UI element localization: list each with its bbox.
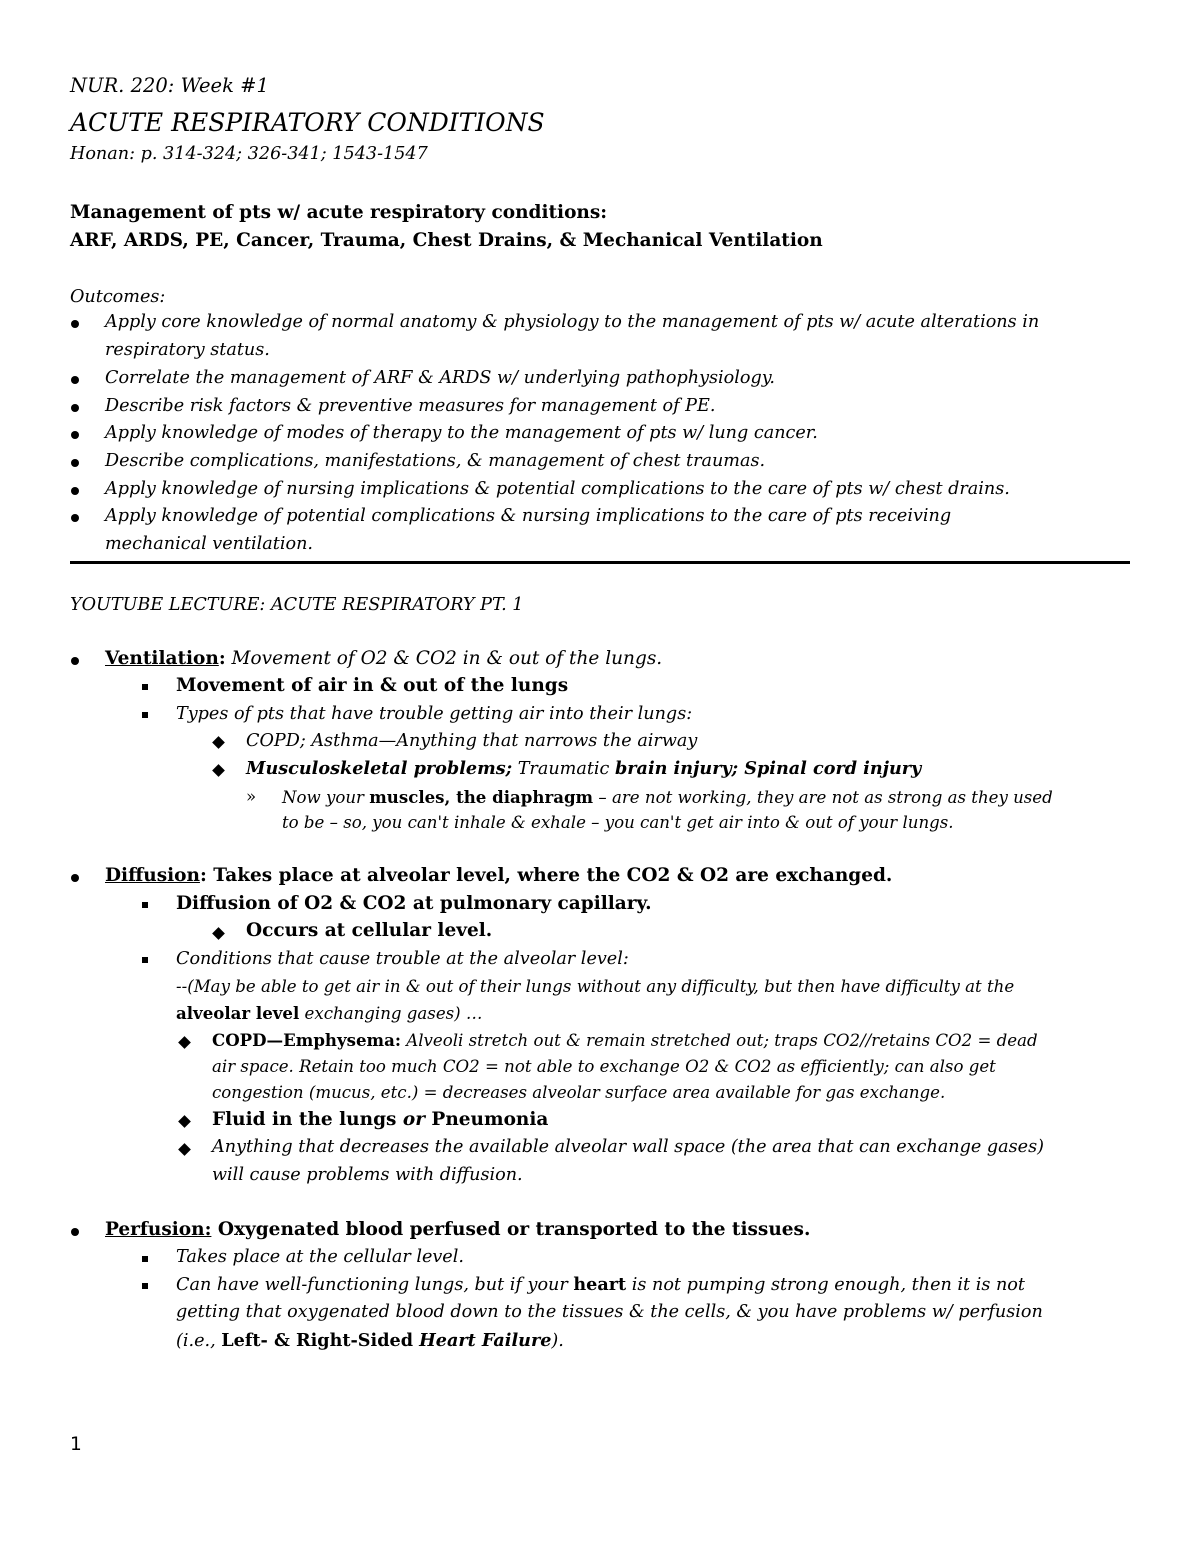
reading-reference: Honan: p. 314-324; 326-341; 1543-1547 <box>70 144 428 164</box>
text-segment: brain injury; Spinal cord injury <box>614 758 922 779</box>
diffusion-point: Diffusion of O2 & CO2 at pulmonary capillary. <box>176 893 652 914</box>
bullet-icon <box>71 657 79 665</box>
diffusion-point: Conditions that cause trouble at the alveolar level: <box>176 949 629 969</box>
bullet-icon <box>71 320 79 328</box>
management-heading: Management of pts w/ acute respiratory conditions: <box>70 202 608 223</box>
diffusion-note-continued <box>176 1005 483 1023</box>
perfusion-point <box>176 1276 1025 1295</box>
outcome-item: Correlate the management of ARF & ARDS w/ underlying pathophysiology. <box>105 368 775 388</box>
diamond-bullet-icon <box>180 1038 189 1047</box>
diamond-bullet-icon <box>180 1145 189 1154</box>
text-segment: Alveoli stretch out & remain stretched out; traps CO2//retains CO2 = dead <box>400 1031 1038 1050</box>
lecture-heading: YOUTUBE LECTURE: ACUTE RESPIRATORY PT. 1 <box>70 595 524 615</box>
ventilation-example <box>246 760 921 779</box>
colon: : <box>218 648 226 669</box>
square-bullet-icon <box>142 1256 148 1262</box>
outcome-item: Apply knowledge of modes of therapy to the management of pts w/ lung cancer. <box>105 423 818 443</box>
ventilation-note <box>282 789 1053 807</box>
text-segment: muscles, the diaphragm <box>369 787 594 807</box>
diffusion-note: --(May be able to get air in & out of their lungs without any difficulty, but then have difficulty at the <box>176 977 1015 996</box>
outcome-item: Apply core knowledge of normal anatomy & physiology to the management of pts w/ acute alterations in <box>105 312 1040 332</box>
copd-emphysema <box>212 1032 1038 1050</box>
perfusion-point-continued <box>176 1332 564 1351</box>
square-bullet-icon <box>142 902 148 908</box>
ventilation-definition <box>105 650 662 669</box>
copd-emphysema-continued: congestion (mucus, etc.) = decreases alveolar surface area available for gas exchange. <box>212 1083 946 1102</box>
text-segment: exchanging gases) … <box>299 1004 483 1023</box>
page-number: 1 <box>70 1434 82 1455</box>
bullet-icon <box>71 431 79 439</box>
diffusion-term: Diffusion <box>105 865 200 886</box>
outcome-item-continued: mechanical ventilation. <box>105 534 313 554</box>
ventilation-text: Movement of O2 & CO2 in & out of the lungs. <box>225 648 663 669</box>
perfusion-definition <box>105 1221 810 1240</box>
diamond-bullet-icon <box>214 738 223 747</box>
bullet-icon <box>71 874 79 882</box>
outcome-item-continued: respiratory status. <box>105 340 270 360</box>
perfusion-point: Takes place at the cellular level. <box>176 1247 464 1267</box>
text-segment: Now your <box>282 788 370 807</box>
diamond-bullet-icon <box>214 766 223 775</box>
diffusion-detail-continued: will cause problems with diffusion. <box>212 1165 523 1185</box>
perfusion-term: Perfusion: <box>105 1219 212 1240</box>
text-segment: alveolar level <box>176 1003 300 1023</box>
text-segment: (i.e., <box>176 1331 222 1351</box>
outcomes-heading: Outcomes: <box>70 287 166 307</box>
ventilation-point: Types of pts that have trouble getting air into their lungs: <box>176 704 693 724</box>
text-segment: heart <box>573 1274 627 1295</box>
text-segment: Pneumonia <box>424 1109 549 1130</box>
bullet-icon <box>71 376 79 384</box>
diffusion-text: : Takes place at alveolar level, where the CO2 & O2 are exchanged. <box>199 865 893 886</box>
ventilation-example: COPD; Asthma—Anything that narrows the airway <box>246 731 698 751</box>
text-segment: Can have well-functioning lungs, but if your <box>176 1275 574 1295</box>
diamond-bullet-icon <box>214 929 223 938</box>
outcome-item: Describe risk factors & preventive measures for management of PE. <box>105 396 716 416</box>
perfusion-text: Oxygenated blood perfused or transported to the tissues. <box>211 1219 811 1240</box>
square-bullet-icon <box>142 712 148 718</box>
diffusion-definition <box>105 867 892 886</box>
perfusion-point-continued: getting that oxygenated blood down to the tissues & the cells, & you have problems w/ perfusion <box>176 1302 1043 1322</box>
ventilation-point: Movement of air in & out of the lungs <box>176 675 569 696</box>
section-divider <box>70 561 1130 564</box>
bullet-icon <box>71 487 79 495</box>
text-segment: Musculoskeletal problems; <box>246 758 513 779</box>
square-bullet-icon <box>142 957 148 963</box>
text-segment: Heart Failure <box>419 1330 552 1351</box>
bullet-icon <box>71 1228 79 1236</box>
bullet-icon <box>71 514 79 522</box>
document-title: ACUTE RESPIRATORY CONDITIONS <box>70 108 545 137</box>
text-segment: – are not working, they are not as strong as they used <box>593 788 1053 807</box>
ventilation-note-continued: to be – so, you can't inhale & exhale – you can't get air into & out of your lungs. <box>282 813 954 832</box>
text-segment: Fluid in the lungs <box>212 1109 403 1130</box>
text-segment: COPD—Emphysema: <box>212 1030 401 1050</box>
management-topics: ARF, ARDS, PE, Cancer, Trauma, Chest Drains, & Mechanical Ventilation <box>70 230 823 251</box>
text-segment: ). <box>551 1331 564 1351</box>
copd-emphysema-continued: air space. Retain too much CO2 = not able to exchange O2 & CO2 as efficiently; can also get <box>212 1057 996 1076</box>
bullet-icon <box>71 404 79 412</box>
text-segment: or <box>402 1109 425 1130</box>
arrow-bullet-icon: » <box>246 787 257 806</box>
square-bullet-icon <box>142 684 148 690</box>
outcome-item: Apply knowledge of nursing implications & potential complications to the care of pts w/ chest drains. <box>105 479 1010 499</box>
text-segment: Traumatic <box>512 759 615 779</box>
fluid-pneumonia <box>212 1111 548 1130</box>
text-segment: Left- & Right-Sided <box>221 1330 420 1351</box>
square-bullet-icon <box>142 1283 148 1289</box>
text-segment: is not pumping strong enough, then it is not <box>626 1275 1025 1295</box>
outcome-item: Describe complications, manifestations, & management of chest traumas. <box>105 451 766 471</box>
diffusion-detail: Anything that decreases the available alveolar wall space (the area that can exchange gases) <box>212 1137 1044 1157</box>
diamond-bullet-icon <box>180 1117 189 1126</box>
ventilation-term: Ventilation <box>105 648 219 669</box>
course-label: NUR. 220: Week #1 <box>70 74 269 97</box>
diffusion-detail: Occurs at cellular level. <box>246 920 493 941</box>
bullet-icon <box>71 459 79 467</box>
outcome-item: Apply knowledge of potential complications & nursing implications to the care of pts receiving <box>105 506 952 526</box>
